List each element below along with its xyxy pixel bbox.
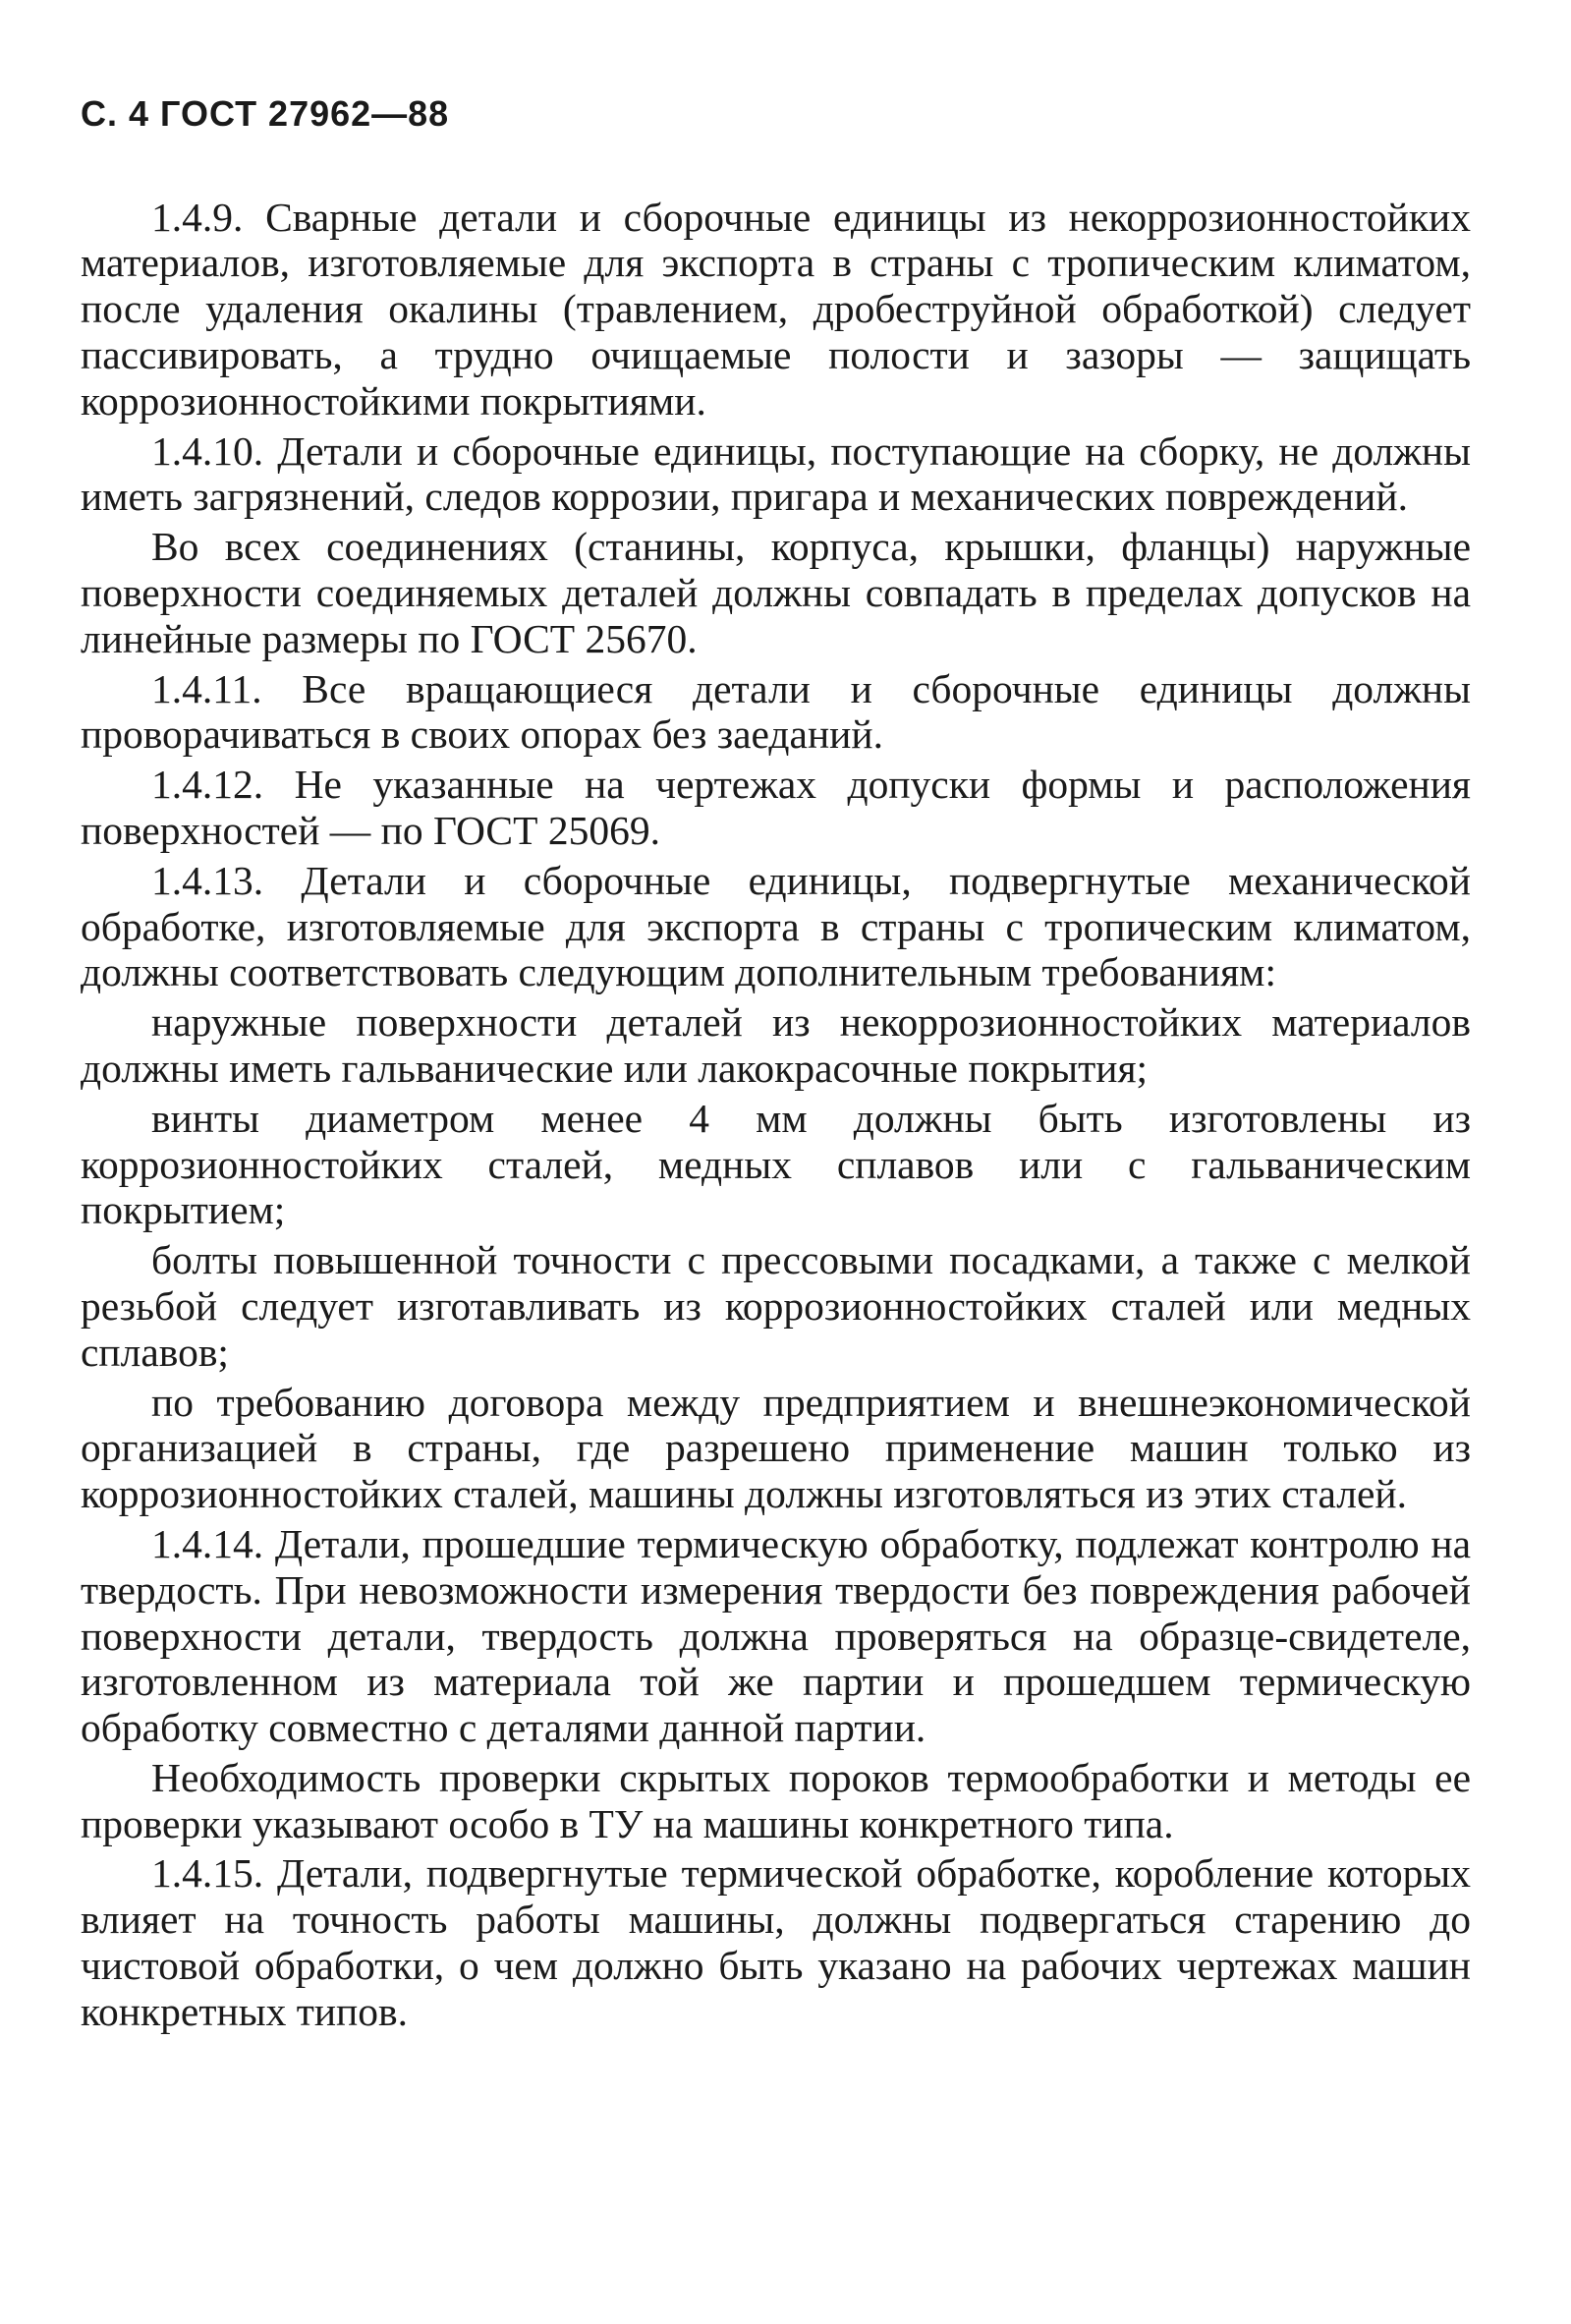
paragraph-1-4-15: 1.4.15. Детали, подвергнутые термической обработке, коробление которых влияет на точность работы машины, должны подвергаться старению до чистовой обработки, о чем должно быть указано на рабочих чертежах машин конкретных типов. (81, 1850, 1471, 2034)
document-page (81, 94, 1471, 2035)
paragraph-hidden-defects: Необходимость проверки скрытых пороков термообработки и методы ее проверки указывают особо в ТУ на машины конкретного типа. (81, 1754, 1471, 1846)
paragraph-1-4-14: 1.4.14. Детали, прошедшие термическую обработку, подлежат контролю на твердость. При невозможности измерения твердости без повреждения рабочей поверхности детали, твердость должна проверяться на образце-свидетеле, изготовленном из материала той же партии и прошедшем термическую обработку совместно с деталями данной партии. (81, 1520, 1471, 1751)
paragraph-connections: Во всех соединениях (станины, корпуса, крышки, фланцы) наружные поверхности соединяемых деталей должны совпадать в пределах допусков на линейные размеры по ГОСТ 25670. (81, 524, 1471, 661)
paragraph-1-4-9: 1.4.9. Сварные детали и сборочные единицы из некоррозионностойких материалов, изготовляемые для экспорта в страны с тропическим климатом, после удаления окалины (травлением, дробеструйной обработкой) следует пассивировать, а трудно очищаемые полости и зазоры — защищать коррозионностойкими покрытиями. (81, 194, 1471, 424)
paragraph-1-4-12: 1.4.12. Не указанные на чертежах допуски формы и расположения поверхностей — по ГОСТ 25069. (81, 762, 1471, 853)
paragraph-1-4-11: 1.4.11. Все вращающиеся детали и сборочные единицы должны проворачиваться в своих опорах без заеданий. (81, 665, 1471, 758)
paragraph-contract: по требованию договора между предприятием и внешнеэкономической организацией в страны, где разрешено применение машин только из коррозионностойких сталей, машины должны изготовляться из этих сталей. (81, 1379, 1471, 1517)
paragraph-bolts: болты повышенной точности с прессовыми посадками, а также с мелкой резьбой следует изготавливать из коррозионностойких сталей или медных сплавов; (81, 1237, 1471, 1375)
paragraph-1-4-13: 1.4.13. Детали и сборочные единицы, подвергнутые механической обработке, изготовляемые для экспорта в страны с тропическим климатом, должны соответствовать следующим дополнительным требованиям: (81, 857, 1471, 995)
paragraph-screws: винты диаметром менее 4 мм должны быть изготовлены из коррозионностойких сталей, медных сплавов или с гальваническим покрытием; (81, 1095, 1471, 1233)
running-head: С. 4 ГОСТ 27962—88 (81, 93, 450, 134)
paragraph-outer-surfaces: наружные поверхности деталей из некоррозионностойких материалов должны иметь гальванические или лакокрасочные покрытия; (81, 999, 1471, 1091)
body-text (81, 195, 1471, 2035)
paragraph-1-4-10: 1.4.10. Детали и сборочные единицы, поступающие на сборку, не должны иметь загрязнений, следов коррозии, пригара и механических повреждений. (81, 427, 1471, 520)
